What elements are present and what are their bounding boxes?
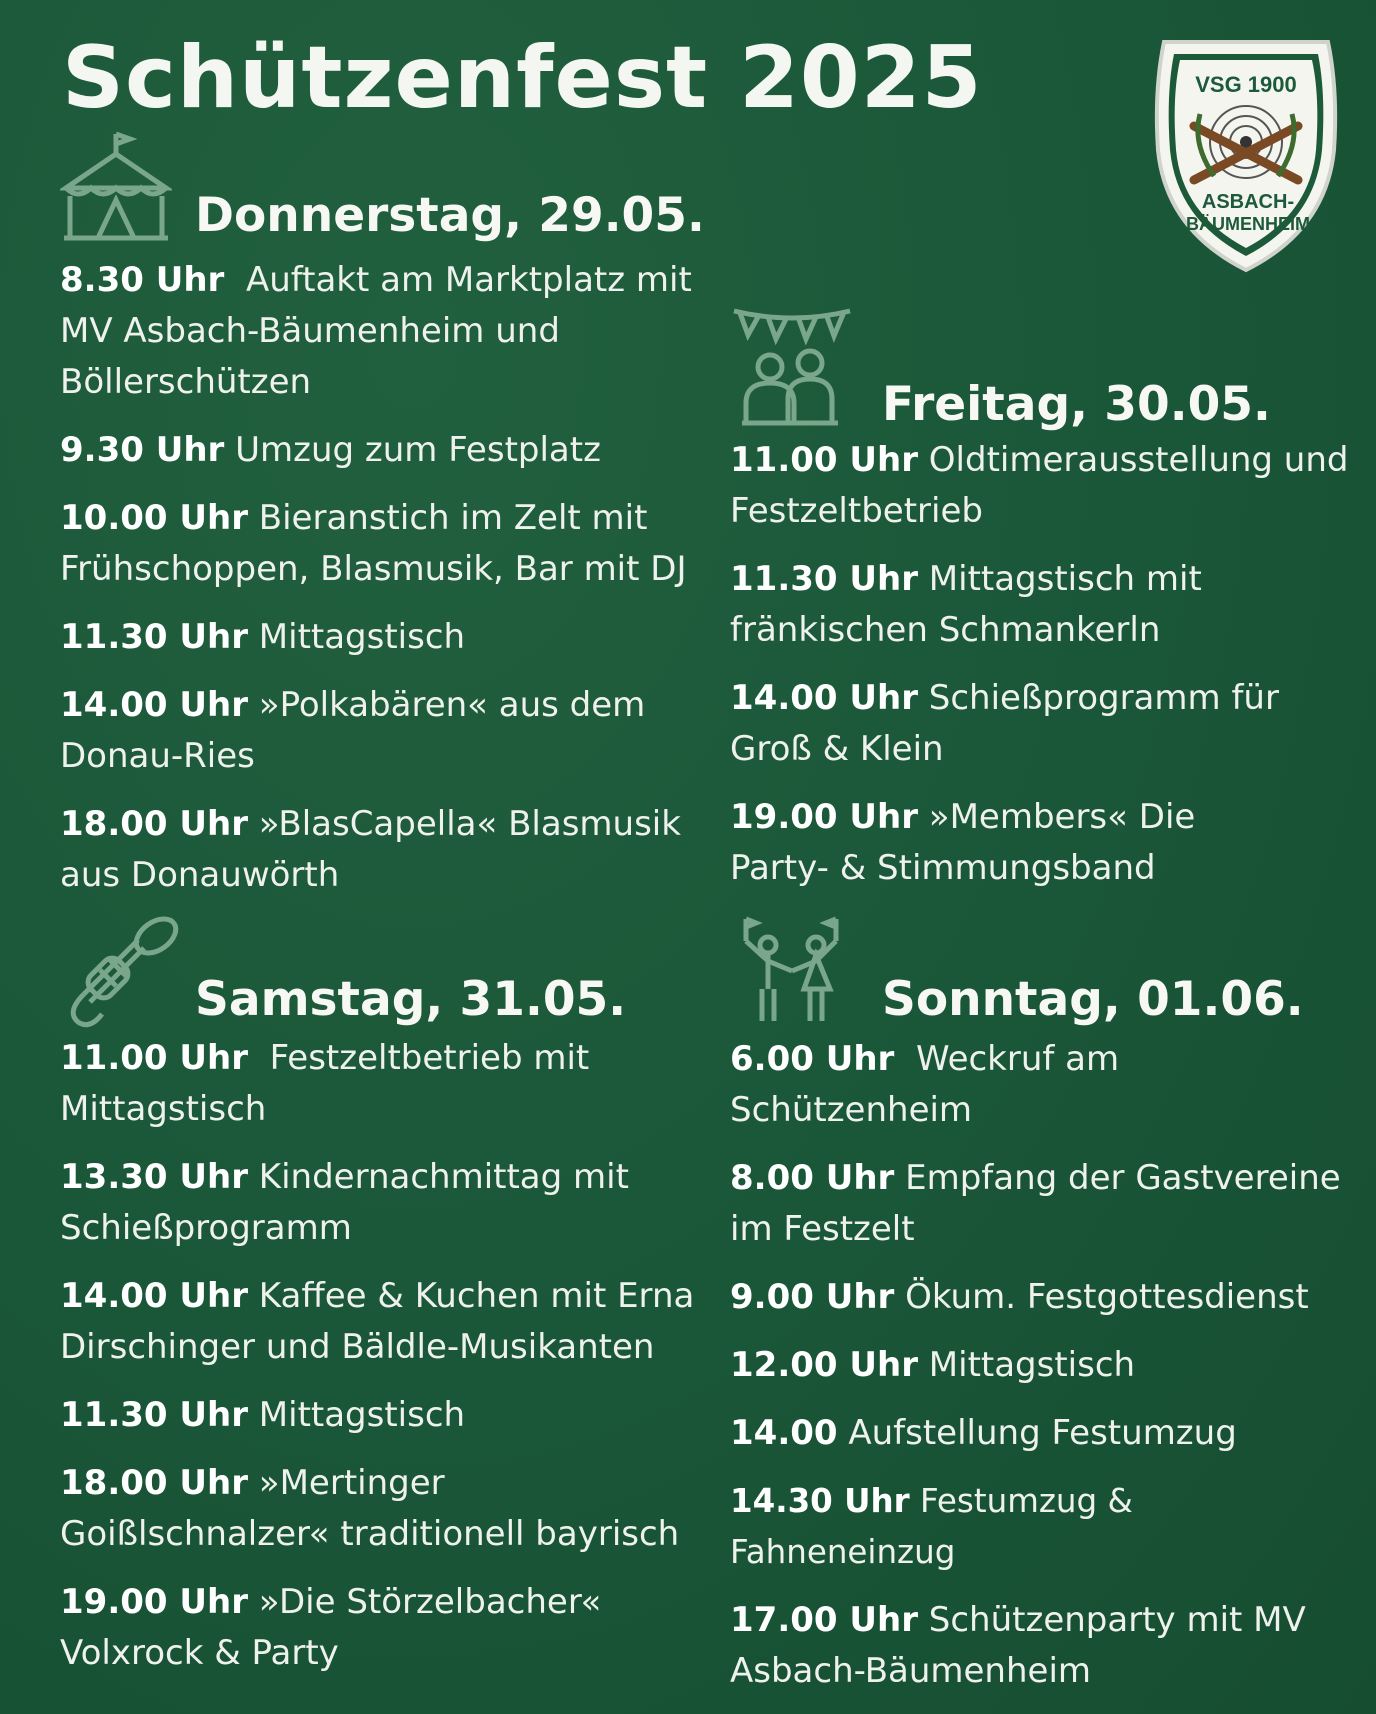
day-title: Samstag, 31.05. [195, 972, 627, 1027]
list-item: 14.00 Uhr Kaffee & Kuchen mit Erna Dirschinger und Bäldle-Musikanten [60, 1276, 695, 1367]
day-thursday [60, 130, 705, 918]
list-item: 14.00 Uhr Schießprogramm für Groß & Klein [730, 678, 1279, 769]
logo-line2: BÄUMENHEIM [1186, 214, 1310, 234]
club-logo [1150, 30, 1342, 280]
list-item: 9.30 Uhr Umzug zum Festplatz [60, 430, 601, 470]
dancing-couple-icon [738, 915, 848, 1025]
day-sunday [730, 910, 1350, 1714]
list-item: 11.00 Uhr Festzeltbetrieb mit Mittagstisch [60, 1038, 590, 1129]
list-item: 11.00 Uhr Oldtimerausstellung und Festzeltbetrieb [730, 440, 1349, 531]
list-item: 19.00 Uhr »Members« Die Party- & Stimmungsband [730, 797, 1196, 888]
list-item: 8.00 Uhr Empfang der Gastvereine im Festzelt [730, 1158, 1341, 1249]
logo-top-text: VSG 1900 [1195, 72, 1297, 97]
day-saturday [60, 910, 700, 1696]
day-friday [730, 305, 1350, 911]
day-title: Sonntag, 01.06. [882, 972, 1304, 1027]
people-bunting-icon [730, 305, 854, 429]
list-item: 14.00 Aufstellung Festumzug [730, 1413, 1237, 1453]
day-title: Freitag, 30.05. [882, 377, 1271, 432]
list-item: 11.30 Uhr Mittagstisch [60, 1395, 466, 1435]
list-item: 18.00 Uhr »Mertinger Goißlschnalzer« traditionell bayrisch [60, 1463, 680, 1554]
list-item: 13.30 Uhr Kindernachmittag mit Schießprogramm [60, 1157, 629, 1248]
list-item: 18.00 Uhr »BlasCapella« Blasmusik aus Donauwörth [60, 804, 681, 895]
list-item: 6.00 Uhr Weckruf am Schützenheim [730, 1039, 1120, 1130]
list-item: 11.30 Uhr Mittagstisch mit fränkischen Schmankerln [730, 559, 1202, 650]
list-item: 14.30 Uhr Festumzug & Fahneneinzug [730, 1482, 1133, 1571]
day-title: Donnerstag, 29.05. [195, 188, 705, 243]
list-item: 11.30 Uhr Mittagstisch [60, 617, 466, 657]
logo-line1: ASBACH- [1201, 191, 1295, 213]
list-item: 9.00 Uhr Ökum. Festgottesdienst [730, 1277, 1309, 1317]
list-item: 10.00 Uhr Bieranstich im Zelt mit Frühschoppen, Blasmusik, Bar mit DJ [60, 498, 687, 589]
list-item: 17.00 Uhr Schützenparty mit MV Asbach-Bäumenheim [730, 1600, 1306, 1691]
list-item: 14.00 Uhr »Polkabären« aus dem Donau-Ries [60, 685, 646, 776]
page-title: Schützenfest 2025 [62, 28, 983, 128]
tuba-icon [60, 910, 184, 1030]
list-item: 19.00 Uhr »Die Störzelbacher« Volxrock & Party [60, 1582, 602, 1673]
list-item: 8.30 Uhr Auftakt am Marktplatz mit MV Asbach-Bäumenheim und Böllerschützen [60, 260, 692, 402]
tent-icon [60, 130, 172, 242]
list-item: 12.00 Uhr Mittagstisch [730, 1345, 1136, 1385]
